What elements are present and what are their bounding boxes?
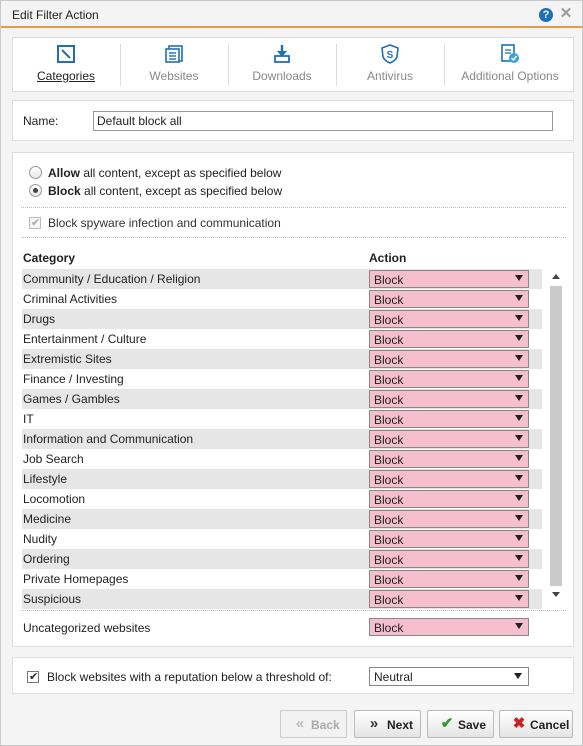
help-icon[interactable]: ? bbox=[539, 8, 553, 22]
svg-text:S: S bbox=[386, 50, 394, 61]
table-row bbox=[22, 469, 542, 489]
divider bbox=[21, 610, 566, 611]
dropdown-arrow-icon bbox=[515, 575, 523, 581]
dropdown-arrow-icon bbox=[515, 435, 523, 441]
reputation-threshold-select[interactable]: Neutral bbox=[369, 667, 529, 686]
category-name: Entertainment / Culture bbox=[23, 332, 147, 346]
save-button[interactable]: ✔ Save bbox=[427, 710, 494, 738]
category-list bbox=[22, 269, 542, 609]
category-name: Medicine bbox=[23, 512, 72, 526]
category-name: Suspicious bbox=[23, 592, 82, 606]
category-name: Criminal Activities bbox=[23, 292, 118, 306]
table-row bbox=[22, 269, 542, 289]
additional-options-icon bbox=[500, 44, 520, 64]
antivirus-icon bbox=[380, 44, 400, 64]
category-name: Extremistic Sites bbox=[23, 352, 112, 366]
dropdown-arrow-icon bbox=[515, 335, 523, 341]
double-chevron-right-icon: » bbox=[369, 715, 379, 732]
dropdown-arrow-icon bbox=[515, 295, 523, 301]
allow-radio[interactable] bbox=[29, 166, 42, 179]
cross-icon: ✖ bbox=[512, 715, 526, 732]
category-name: Games / Gambles bbox=[23, 392, 120, 406]
dropdown-arrow-icon bbox=[515, 375, 523, 381]
action-select[interactable]: Block bbox=[369, 410, 529, 428]
action-select[interactable]: Block bbox=[369, 350, 529, 368]
reputation-checkbox[interactable] bbox=[27, 671, 39, 683]
table-row bbox=[22, 529, 542, 549]
tab-websites-label: Websites bbox=[149, 69, 199, 83]
action-select[interactable]: Block bbox=[369, 370, 529, 388]
category-name: Job Search bbox=[23, 452, 84, 466]
name-label: Name: bbox=[23, 114, 59, 128]
spyware-checkbox bbox=[29, 217, 41, 229]
back-button[interactable]: « Back bbox=[280, 710, 347, 738]
uncategorized-action-select[interactable]: Block bbox=[369, 618, 529, 636]
action-column-header: Action bbox=[369, 251, 407, 265]
action-select[interactable]: Block bbox=[369, 270, 529, 288]
check-icon: ✔ bbox=[29, 671, 39, 683]
double-chevron-left-icon: « bbox=[295, 715, 305, 732]
action-select[interactable]: Block bbox=[369, 450, 529, 468]
dropdown-arrow-icon bbox=[515, 415, 523, 421]
table-row bbox=[22, 309, 542, 329]
action-select[interactable]: Block bbox=[369, 550, 529, 568]
category-name: Drugs bbox=[23, 312, 56, 326]
table-row bbox=[22, 549, 542, 569]
dropdown-arrow-icon bbox=[515, 455, 523, 461]
action-select[interactable]: Block bbox=[369, 490, 529, 508]
category-name: Locomotion bbox=[23, 492, 86, 506]
action-select[interactable]: Block bbox=[369, 530, 529, 548]
name-input[interactable] bbox=[93, 111, 553, 131]
action-select[interactable]: Block bbox=[369, 470, 529, 488]
allow-option-text: Allow all content, except as specified below bbox=[48, 166, 282, 180]
websites-icon bbox=[164, 44, 184, 64]
category-name: Finance / Investing bbox=[23, 372, 124, 386]
tab-categories-label: Categories bbox=[36, 69, 96, 83]
dropdown-arrow-icon bbox=[515, 395, 523, 401]
reputation-label: Block websites with a reputation below a threshold of: bbox=[47, 670, 332, 684]
block-radio[interactable] bbox=[29, 184, 42, 197]
dropdown-arrow-icon bbox=[515, 595, 523, 601]
next-button[interactable]: » Next bbox=[354, 710, 421, 738]
dropdown-arrow-icon bbox=[515, 555, 523, 561]
category-list-scrollbar[interactable] bbox=[549, 269, 564, 603]
category-column-header: Category bbox=[23, 251, 76, 265]
categories-icon bbox=[56, 44, 76, 64]
title-bar bbox=[1, 1, 582, 28]
action-select[interactable]: Block bbox=[369, 590, 529, 608]
dialog-title: Edit Filter Action bbox=[12, 8, 99, 22]
action-select[interactable]: Block bbox=[369, 510, 529, 528]
table-row bbox=[22, 329, 542, 349]
table-row bbox=[22, 289, 542, 309]
categories-panel bbox=[12, 152, 574, 647]
table-row bbox=[22, 349, 542, 369]
dropdown-arrow-icon bbox=[515, 623, 523, 629]
category-name: Community / Education / Religion bbox=[23, 272, 201, 286]
divider bbox=[21, 207, 566, 208]
downloads-icon bbox=[272, 44, 292, 64]
dropdown-arrow-icon bbox=[515, 355, 523, 361]
close-icon[interactable]: ✕ bbox=[559, 5, 573, 22]
uncategorized-label: Uncategorized websites bbox=[23, 621, 151, 635]
action-select[interactable]: Block bbox=[369, 430, 529, 448]
tab-websites[interactable] bbox=[121, 38, 227, 91]
dropdown-arrow-icon bbox=[515, 275, 523, 281]
category-name: Ordering bbox=[23, 552, 70, 566]
name-section bbox=[12, 100, 574, 141]
scrollbar-thumb[interactable] bbox=[550, 286, 562, 586]
tab-bar bbox=[12, 37, 574, 92]
checkmark-icon: ✔ bbox=[440, 715, 454, 732]
cancel-button[interactable]: ✖ Cancel bbox=[499, 710, 573, 738]
check-icon: ✔ bbox=[31, 217, 41, 229]
table-row bbox=[22, 369, 542, 389]
block-option-text: Block all content, except as specified below bbox=[48, 184, 283, 198]
tab-antivirus[interactable] bbox=[337, 38, 443, 91]
spyware-label: Block spyware infection and communication bbox=[48, 216, 281, 230]
tab-additional-options-label: Additional Options bbox=[461, 69, 559, 83]
scroll-down-icon[interactable] bbox=[552, 592, 560, 597]
action-select[interactable]: Block bbox=[369, 310, 529, 328]
tab-downloads[interactable] bbox=[229, 38, 335, 91]
dropdown-arrow-icon bbox=[515, 495, 523, 501]
table-row bbox=[22, 509, 542, 529]
category-name: Private Homepages bbox=[23, 572, 129, 586]
scroll-up-icon[interactable] bbox=[552, 274, 560, 279]
category-name: Nudity bbox=[23, 532, 58, 546]
dropdown-arrow-icon bbox=[515, 315, 523, 321]
dropdown-arrow-icon bbox=[515, 475, 523, 481]
table-row bbox=[22, 449, 542, 469]
tab-downloads-label: Downloads bbox=[252, 69, 312, 83]
table-row bbox=[22, 489, 542, 509]
tab-antivirus-label: Antivirus bbox=[366, 69, 413, 83]
dropdown-arrow-icon bbox=[514, 673, 522, 679]
divider bbox=[21, 237, 566, 238]
table-row bbox=[22, 589, 542, 609]
table-row bbox=[22, 409, 542, 429]
action-select[interactable]: Block bbox=[369, 390, 529, 408]
tab-additional-options[interactable] bbox=[445, 38, 575, 91]
action-select[interactable]: Block bbox=[369, 570, 529, 588]
dropdown-arrow-icon bbox=[515, 515, 523, 521]
action-select[interactable]: Block bbox=[369, 330, 529, 348]
category-name: Lifestyle bbox=[23, 472, 68, 486]
table-row bbox=[22, 429, 542, 449]
table-row bbox=[22, 569, 542, 589]
dropdown-arrow-icon bbox=[515, 535, 523, 541]
action-select[interactable]: Block bbox=[369, 290, 529, 308]
tab-categories[interactable] bbox=[13, 38, 119, 91]
table-row bbox=[22, 389, 542, 409]
category-name: IT bbox=[23, 412, 34, 426]
reputation-section bbox=[12, 657, 574, 694]
category-name: Information and Communication bbox=[23, 432, 194, 446]
